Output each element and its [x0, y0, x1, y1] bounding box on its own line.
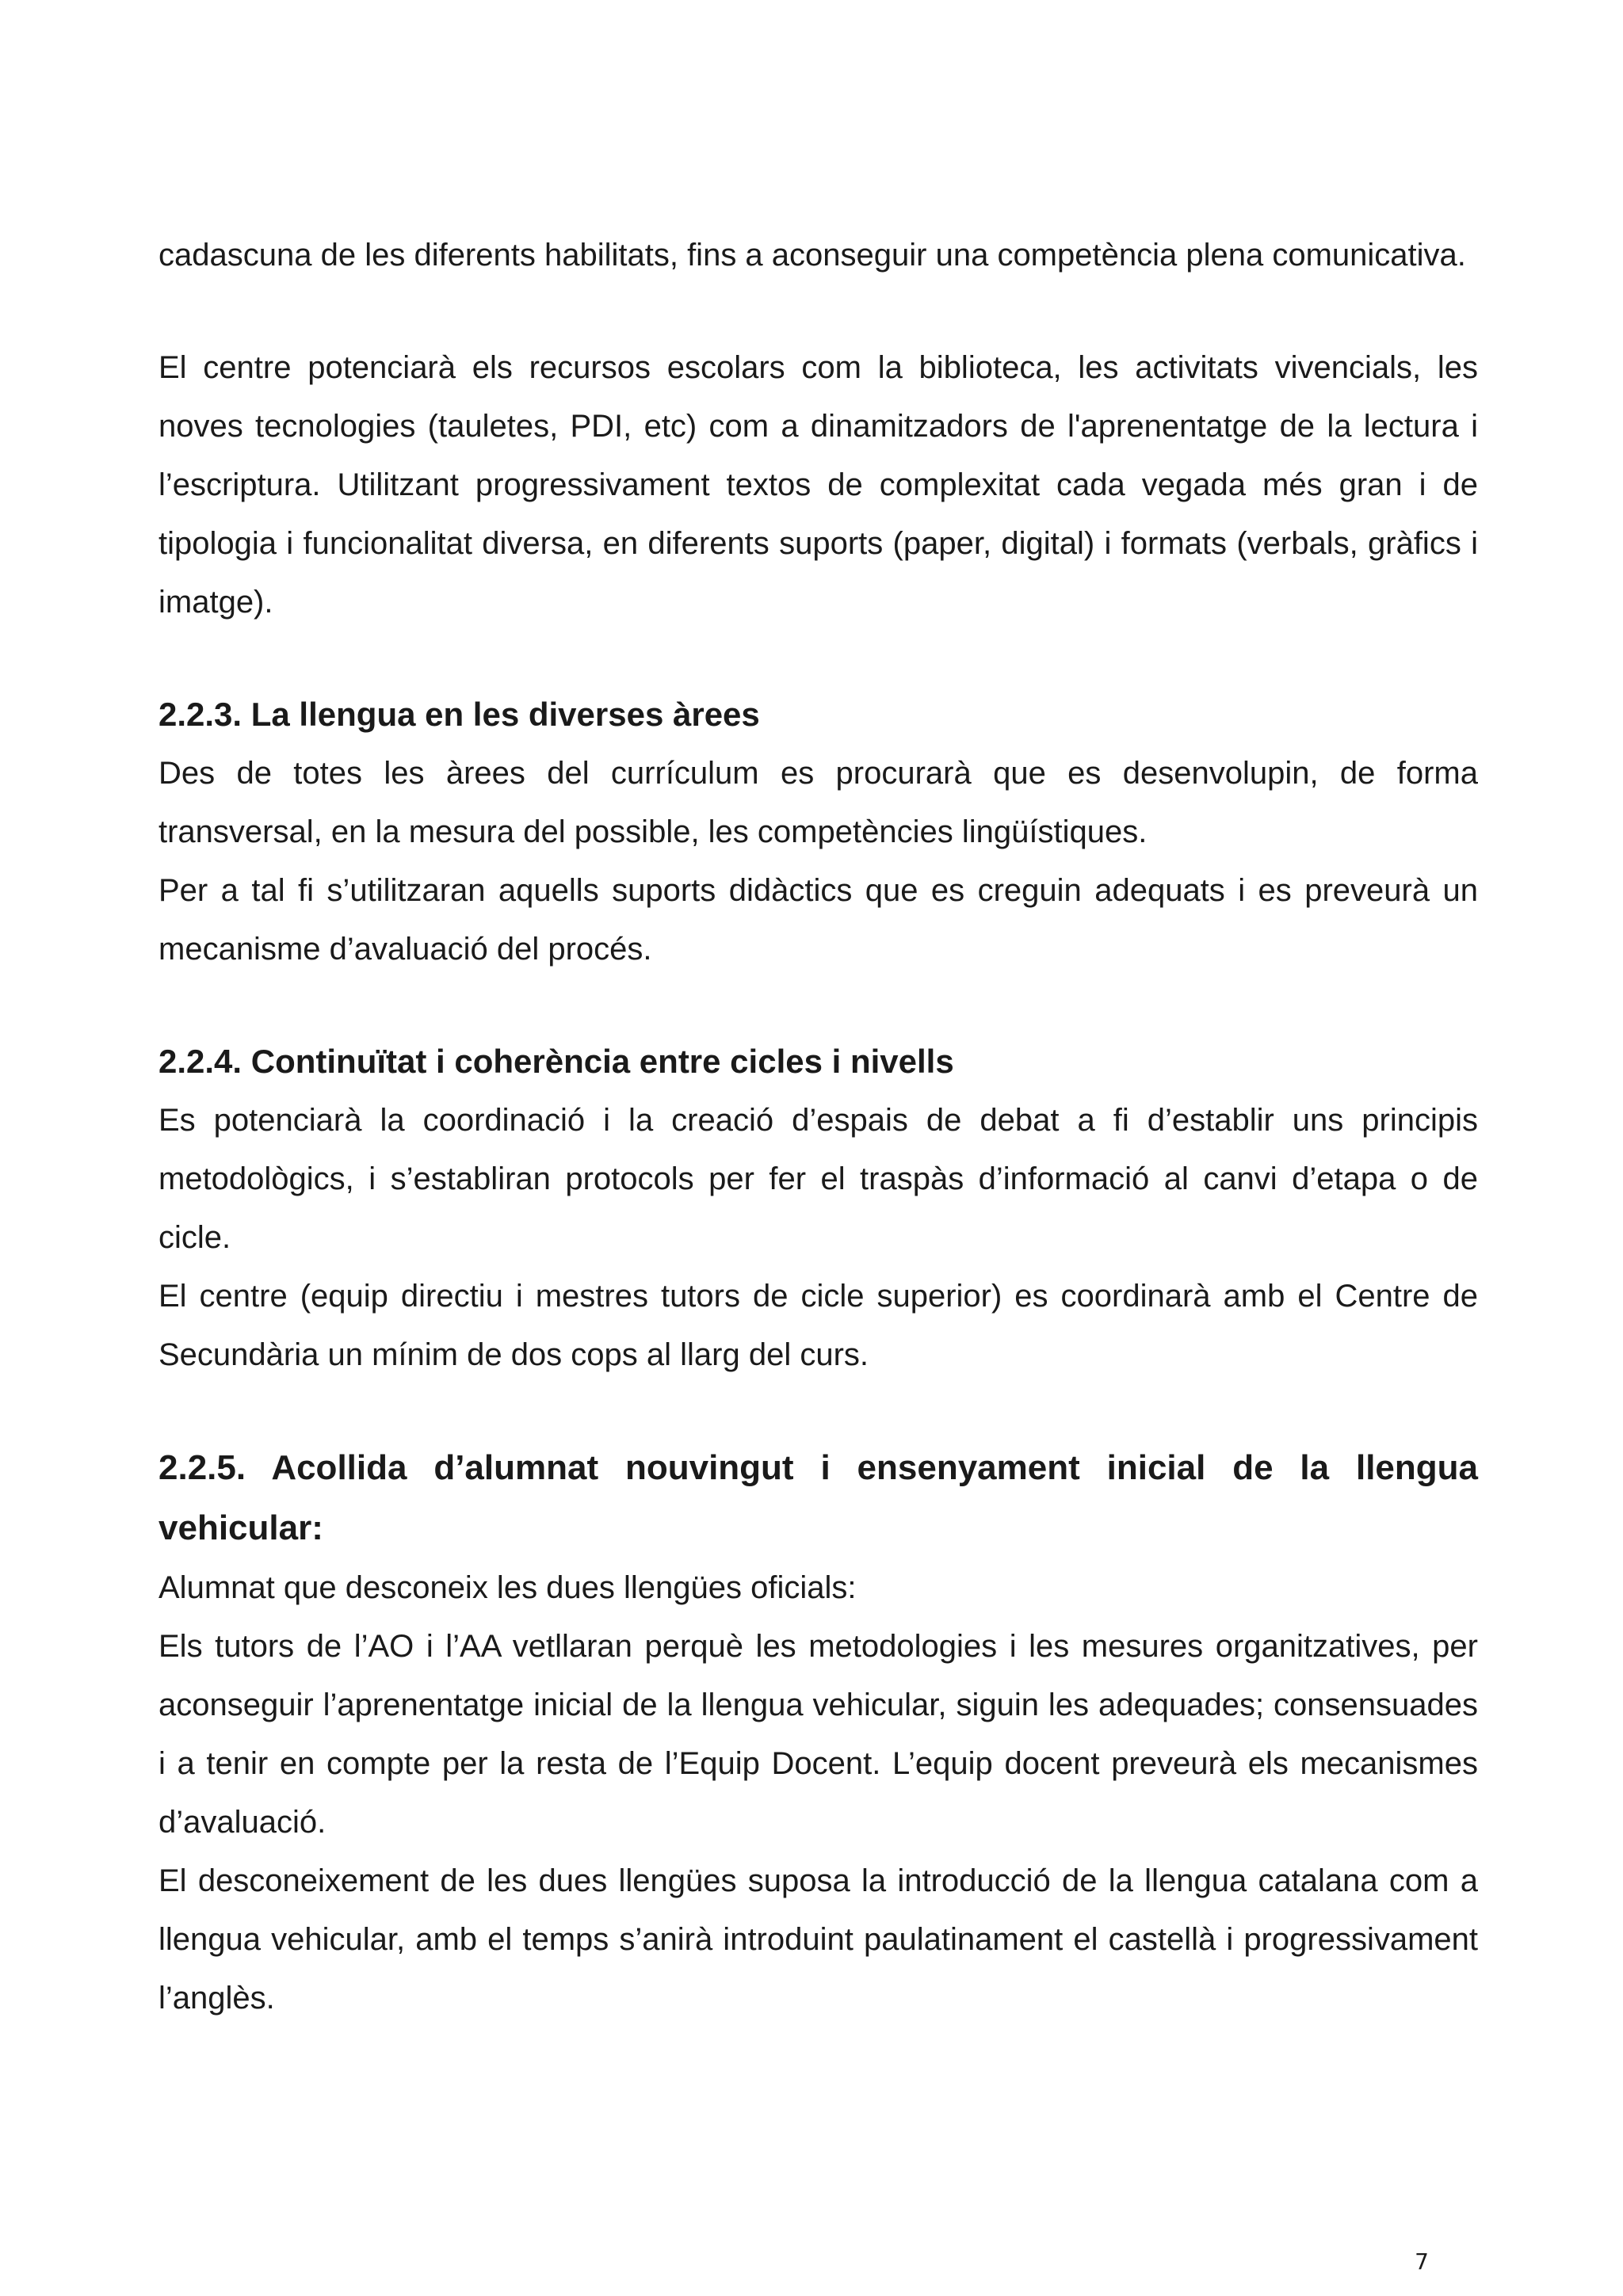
section-heading-2-2-5: 2.2.5. Acollida d’alumnat nouvingut i ensenyament inicial de la llengua vehicular: — [158, 1448, 1478, 1547]
section-2-2-5-paragraph-2: Els tutors de l’AO i l’AA vetllaran perquè les metodologies i les mesures organitzatives, per aconseguir l’aprenentatge inicial de la llengua vehicular, siguin les adequades; consensuades i a tenir en compte per la resta de l’Equip Docent. L’equip docent preveurà els mecanismes d’avaluació. — [158, 1629, 1478, 1840]
section-2-2-3-paragraph-1: Des de totes les àrees del currículum es procurarà que es desenvolupin, de forma transversal, en la mesura del possible, les competències lingüístiques. — [158, 756, 1478, 849]
spacer — [158, 978, 1478, 1032]
spacer — [158, 284, 1478, 338]
page-number: 7 — [1415, 2248, 1429, 2275]
section-2-2-5-paragraph-3: El desconeixement de les dues llengües suposa la introducció de la llengua catalana com a llengua vehicular, amb el temps s’anirà introduint paulatinament el castellà i progressivament l’anglès. — [158, 1863, 1478, 2016]
section-2-2-4-paragraph-1: Es potenciarà la coordinació i la creació d’espais de debat a fi d’establir uns principis metodològics, i s’establiran protocols per fer el traspàs d’informació al canvi d’etapa o de cicle. — [158, 1103, 1478, 1255]
section-2-2-5-paragraph-1: Alumnat que desconeix les dues llengües oficials: — [158, 1570, 857, 1605]
spacer — [158, 631, 1478, 685]
document-page — [158, 226, 1478, 2027]
section-2-2-4-paragraph-2: El centre (equip directiu i mestres tutors de cicle superior) es coordinarà amb el Centre de Secundària un mínim de dos cops al llarg del curs. — [158, 1279, 1478, 1372]
intro-paragraph: cadascuna de les diferents habilitats, fins a aconseguir una competència plena comunicativa. — [158, 238, 1466, 273]
spacer — [158, 1384, 1478, 1438]
resources-paragraph: El centre potenciarà els recursos escolars com la biblioteca, les activitats vivencials, les noves tecnologies (tauletes, PDI, etc) com a dinamitzadors de l'aprenentatge de la lectura i l’escriptura. Utilitzant progressivament textos de complexitat cada vegada més gran i de tipologia i funcionalitat diversa, en diferents suports (paper, digital) i formats (verbals, gràfics i imatge). — [158, 350, 1478, 620]
section-2-2-3-paragraph-2: Per a tal fi s’utilitzaran aquells suports didàctics que es creguin adequats i es preveurà un mecanisme d’avaluació del procés. — [158, 873, 1478, 967]
section-heading-2-2-3: 2.2.3. La llengua en les diverses àrees — [158, 696, 760, 733]
section-heading-2-2-4: 2.2.4. Continuïtat i coherència entre cicles i nivells — [158, 1043, 954, 1080]
